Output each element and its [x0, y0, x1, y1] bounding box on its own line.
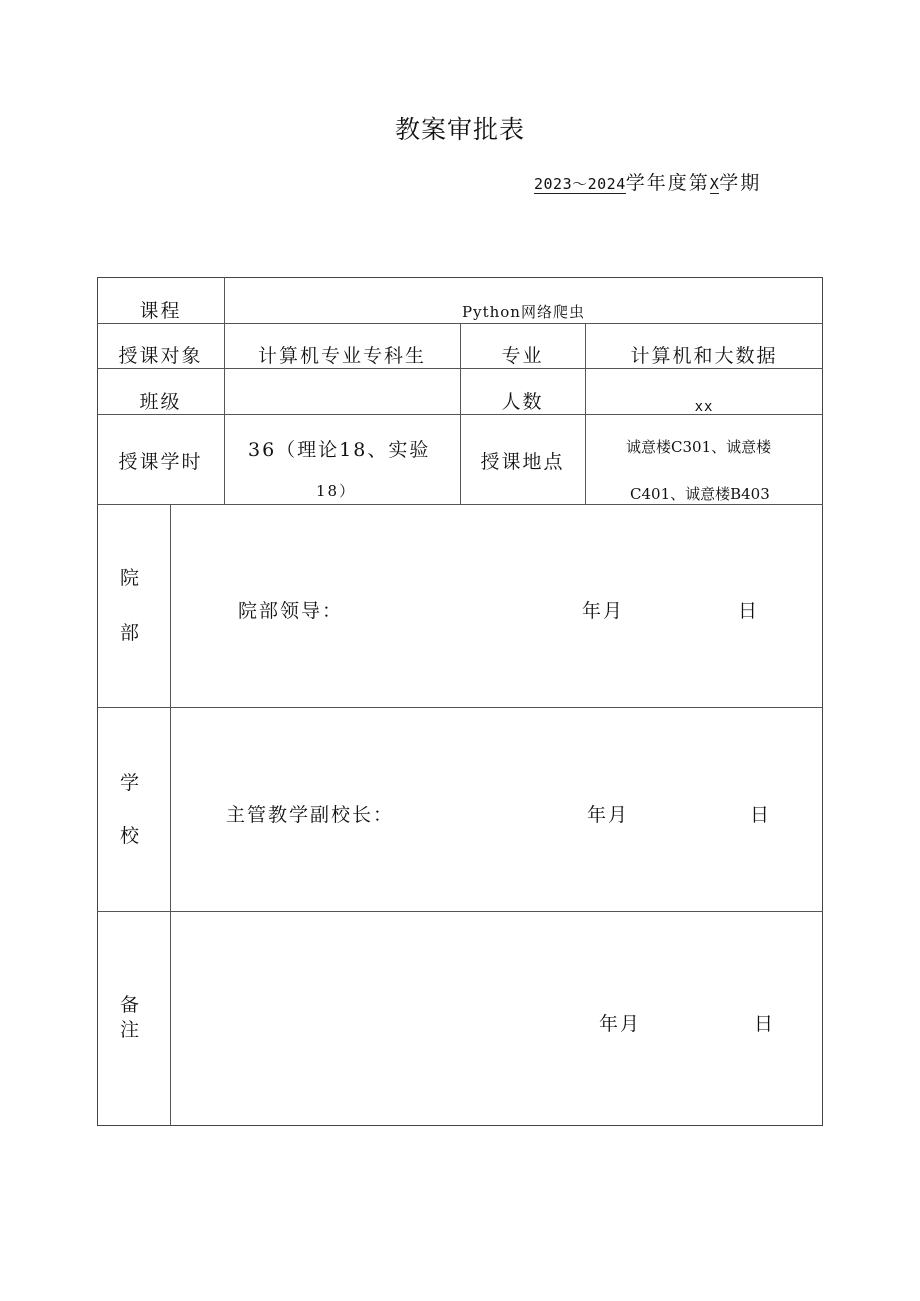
row-divider: [97, 911, 823, 912]
school-year-month: 年月: [587, 804, 630, 826]
school-label-char2: 校: [120, 825, 140, 847]
major-label: 专业: [501, 344, 544, 367]
row-divider: [97, 504, 823, 505]
hours-value-line1: 36（理论18、实验: [248, 439, 431, 461]
remarks-year-month: 年月: [599, 1013, 642, 1035]
audience-value: 计算机专业专科生: [257, 344, 426, 367]
dept-day: 日: [738, 600, 760, 622]
hours-value-line2: 18）: [316, 482, 357, 500]
school-label-char1: 学: [120, 772, 140, 794]
dept-year-month: 年月: [582, 600, 625, 622]
location-label: 授课地点: [480, 450, 565, 473]
class-label: 班级: [139, 390, 182, 413]
remarks-label-char2: 注: [120, 1019, 140, 1041]
term-suffix: 学期: [719, 172, 762, 194]
course-value: Python网络爬虫: [462, 302, 585, 321]
dept-signer-label: 院部领导：: [238, 600, 344, 622]
location-value-line1: 诚意楼C301、诚意楼: [626, 438, 772, 456]
audience-label: 授课对象: [118, 344, 203, 367]
major-value: 计算机和大数据: [630, 344, 778, 367]
course-label: 课程: [139, 299, 182, 322]
remarks-day: 日: [754, 1013, 776, 1035]
term-year-suffix: 学年度第: [625, 172, 710, 194]
row-divider: [97, 707, 823, 708]
dept-label-char1: 院: [120, 567, 140, 589]
location-value-line2: C401、诚意楼B403: [630, 485, 770, 503]
academic-term: [534, 168, 761, 195]
dept-label-char2: 部: [120, 622, 140, 644]
class-value: [224, 380, 460, 420]
term-year-range: 2023～2024: [534, 175, 626, 193]
hours-label: 授课学时: [118, 450, 203, 473]
document-title: 教案审批表: [394, 115, 525, 144]
column-divider: [170, 504, 171, 1126]
headcount-label: 人数: [501, 390, 544, 413]
school-signer-label: 主管教学副校长：: [226, 804, 395, 826]
school-day: 日: [750, 804, 772, 826]
remarks-label-char1: 备: [120, 994, 140, 1016]
headcount-value: xx: [694, 399, 714, 415]
term-number: X: [709, 175, 720, 193]
